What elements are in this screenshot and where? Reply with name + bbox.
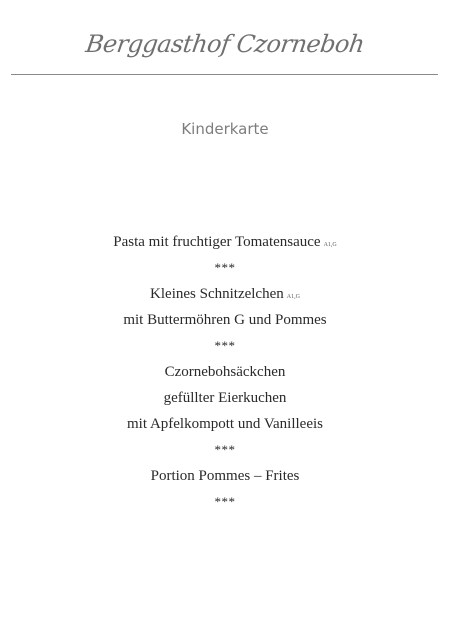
menu-item-text: Kleines Schnitzelchen	[150, 286, 284, 302]
menu-separator: ***	[214, 260, 236, 275]
allergen-note: A1,G	[286, 294, 300, 300]
brand-logo: Berggasthof Czorneboh	[83, 30, 367, 58]
menu-item	[0, 282, 450, 308]
menu-item-text: Pasta mit fruchtiger Tomatensauce	[113, 234, 321, 250]
menu-separator: ***	[214, 494, 236, 509]
menu-item-detail: gefüllter Eierkuchen	[163, 390, 287, 406]
menu-item-detail: mit Apfelkompott und Vanilleeis	[127, 416, 323, 432]
menu-item: Portion Pommes – Frites	[150, 468, 300, 484]
header-divider	[11, 74, 438, 75]
allergen-note: A1,G	[323, 242, 337, 248]
menu-list	[0, 230, 450, 516]
menu-item	[0, 230, 450, 256]
menu-separator: ***	[214, 338, 236, 353]
page-title: Kinderkarte	[181, 120, 269, 138]
menu-item-detail: mit Buttermöhren G und Pommes	[123, 312, 327, 328]
menu-separator: ***	[214, 442, 236, 457]
menu-item: Czornebohsäckchen	[164, 364, 286, 380]
header	[0, 22, 450, 66]
